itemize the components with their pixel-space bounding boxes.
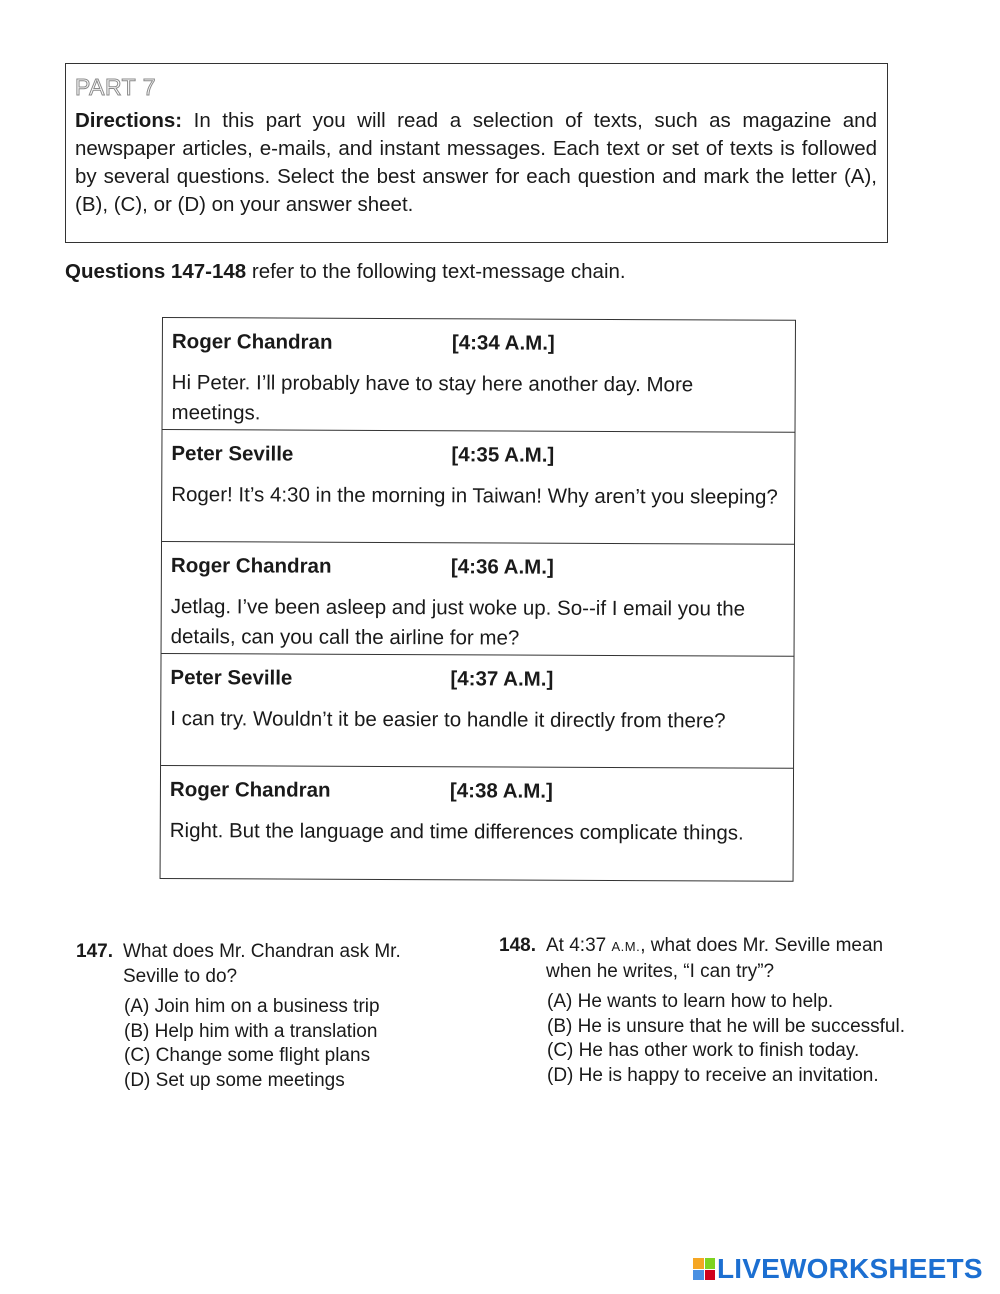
- message-item: [162, 430, 794, 545]
- message-sender: Roger Chandran: [171, 330, 333, 354]
- question-number: 148.: [499, 935, 536, 956]
- message-time: [4:36 A.M.]: [450, 555, 554, 579]
- questions-intro: [65, 260, 626, 284]
- message-text: I can try. Wouldn’t it be easier to handle it directly from there?: [170, 707, 726, 733]
- message-sender: Roger Chandran: [170, 554, 332, 578]
- message-time: [4:38 A.M.]: [449, 779, 553, 803]
- message-time: [4:34 A.M.]: [451, 331, 555, 355]
- logo-square: [693, 1258, 704, 1269]
- question-text: What does Mr. Chandran ask Mr. Seville to do?: [123, 941, 401, 987]
- message-text: Roger! It’s 4:30 in the morning in Taiwan! Why aren’t you sleeping?: [171, 483, 778, 509]
- directions-label: Directions:: [75, 109, 183, 132]
- question-text: [546, 933, 919, 984]
- questions-range: Questions 147-148: [65, 260, 247, 283]
- message-item: [163, 318, 795, 433]
- liveworksheets-logo: [693, 1253, 983, 1285]
- message-header: [171, 554, 784, 583]
- logo-square: [705, 1258, 716, 1269]
- question-text-end: , what does Mr. Seville mean when he writes, “I can try”?: [546, 935, 884, 982]
- directions-box: [65, 63, 888, 243]
- answer-option-d[interactable]: (D) He is happy to receive an invitation.: [547, 1064, 879, 1086]
- message-text: Hi Peter. I’ll probably have to stay here another day. More meetings.: [171, 371, 694, 425]
- message-sender: Peter Seville: [171, 442, 294, 466]
- message-item: [161, 766, 793, 881]
- message-header: [171, 442, 784, 471]
- question-time-suffix: A.M.: [611, 939, 641, 954]
- answer-options: [124, 995, 446, 1093]
- message-header: [172, 330, 785, 359]
- question-number: 147.: [76, 941, 113, 962]
- directions-body: In this part you will read a selection of texts, such as magazine and newspaper articles, e-mails, and instant messages. Each text or set of texts is followed by several questions. Select the best answer for each question and mark the letter (A), (B), (C), or (D) on your answer sheet.: [75, 109, 877, 216]
- answer-options: [547, 990, 919, 1088]
- questions-intro-rest: refer to the following text-message chain.: [246, 260, 626, 283]
- answer-option-b[interactable]: (B) Help him with a translation: [124, 1020, 378, 1042]
- logo-text: LIVEWORKSHEETS: [717, 1253, 983, 1284]
- answer-option-a[interactable]: (A) He wants to learn how to help.: [547, 991, 834, 1012]
- message-time: [4:35 A.M.]: [451, 443, 555, 467]
- message-text: Right. But the language and time differences complicate things.: [169, 819, 744, 845]
- message-time: [4:37 A.M.]: [450, 667, 554, 691]
- message-sender: Roger Chandran: [169, 778, 331, 802]
- answer-option-d[interactable]: (D) Set up some meetings: [124, 1069, 345, 1091]
- answer-option-c[interactable]: (C) Change some flight plans: [124, 1045, 371, 1066]
- answer-option-a[interactable]: (A) Join him on a business trip: [124, 996, 380, 1017]
- answer-option-b[interactable]: (B) He is unsure that he will be successful.: [547, 1015, 905, 1037]
- part-title: PART 7: [75, 74, 156, 100]
- message-text: Jetlag. I’ve been asleep and just woke up. So--if I email you the details, can you call the airline for me?: [170, 595, 746, 650]
- directions-text: [75, 107, 877, 219]
- logo-mark-icon: [693, 1258, 715, 1280]
- question-text-start: At 4:37: [546, 935, 612, 956]
- logo-square: [693, 1270, 704, 1281]
- message-item: [162, 542, 794, 657]
- question-148: [499, 933, 919, 1107]
- question-147: [76, 939, 446, 1112]
- message-sender: Peter Seville: [170, 666, 293, 690]
- message-header: [170, 666, 783, 695]
- message-header: [170, 778, 783, 807]
- message-item: [161, 654, 793, 769]
- answer-option-c[interactable]: (C) He has other work to finish today.: [547, 1040, 860, 1061]
- logo-square: [705, 1270, 716, 1281]
- text-message-chain: [160, 317, 796, 882]
